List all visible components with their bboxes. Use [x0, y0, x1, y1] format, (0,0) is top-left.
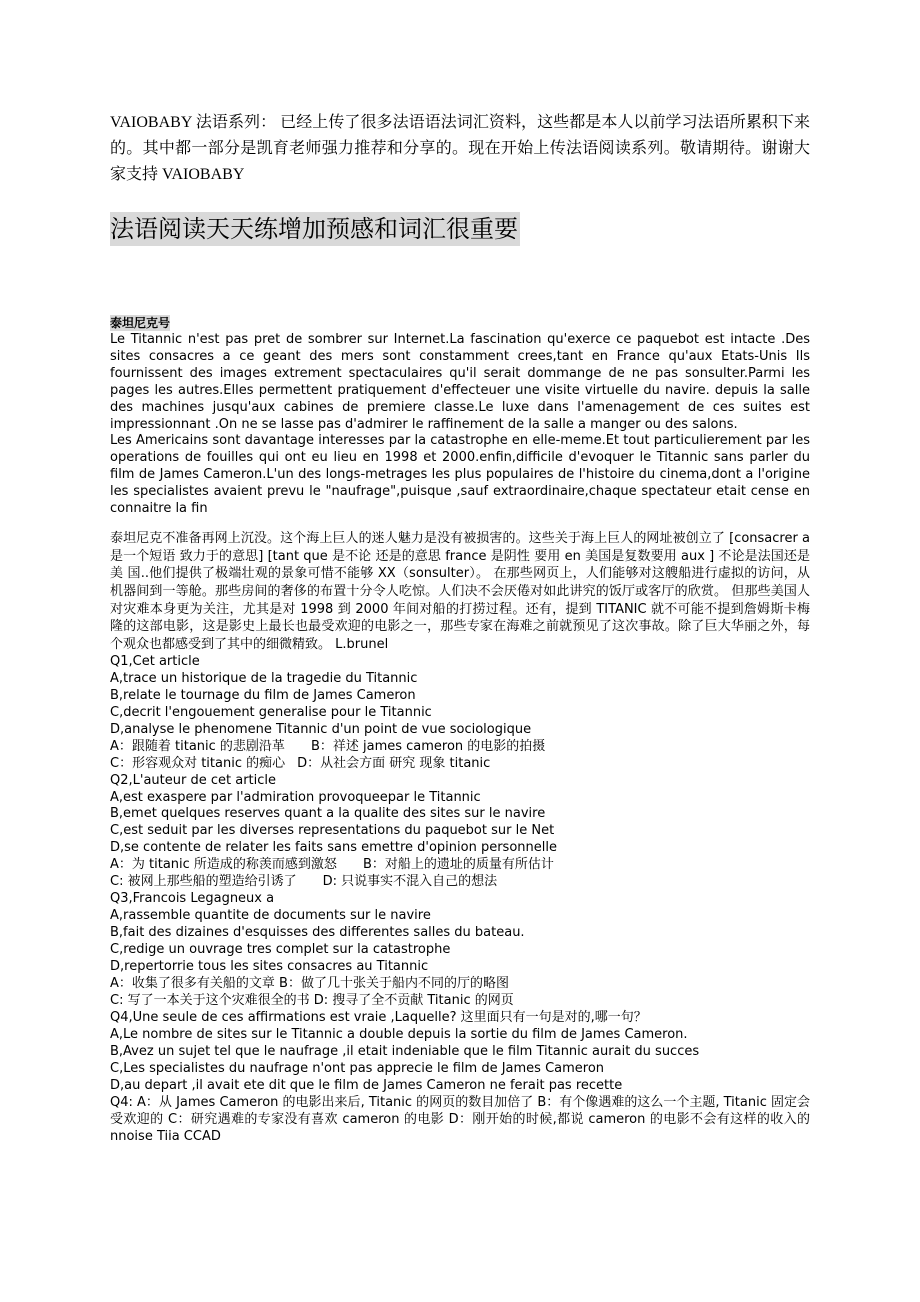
note: A：跟随着 titanic 的悲剧沿革: [110, 738, 285, 754]
option-b: B,relate le tournage du film de James Cameron: [110, 687, 416, 703]
question-text: Q4,Une seule de ces affirmations est vraie ,Laquelle? 这里面只有一句是对的,哪一句？: [110, 1009, 647, 1025]
note-line: C: 写了一本关于这个灾难很全的书 D: 搜寻了全不贡献 Titanic 的网页: [110, 992, 514, 1008]
option-d: D,repertorrie tous les sites consacres au Titannic: [110, 959, 429, 975]
note: C: 被网上那些船的塑造给引诱了: [110, 874, 297, 890]
question-text: Q2,L'auteur de cet article: [110, 772, 277, 788]
option-c: C,est seduit par les diverses representations du paquebot sur le Net: [110, 823, 555, 839]
french-paragraph-1: Le Titannic n'est pas pret de sombrer sur Internet.La fascination qu'exerce ce paquebot est intacte .Des sites consacres a ce geant des mers sont constamment crees,tant en France qu'aux Etats-Unis Ils fournissent des images extrement spectaculaires qu'il serait dommange de ne pas sonsulter.Parmi les pages les autres.Elles permettent pratiquement d'effecteuer une visite virtuelle du navire. depuis la salle des machines jusqu'aux cabines de premiere classe.Le luxe dans l'amenagement de ces suites est impressionnant .On ne se lasse pas d'admirer le raffinement de la salle a manger ou des salons.: [110, 332, 810, 432]
note: B：祥述 james cameron 的电影的拍摄: [310, 738, 546, 754]
french-paragraph-2: Les Americains sont davantage interesses par la catastrophe en elle-meme.Et tout particulierement par les operations de fouilles qui ont eu lieu en 1998 et 2000.enfin,difficile d'evoquer le Titannic sans parler du film de James Cameron.L'un des longs-metrages les plus populaires de l'histoire du cinema,dont a l'origine les specialistes avaient prevu le "naufrage",puisque ,sauf extraordinaire,chaque spectateur etait cense en connaitre la fin: [110, 433, 810, 517]
option-d: D,au depart ,il avait ete dit que le film de James Cameron ne ferait pas recette: [110, 1077, 623, 1093]
note-line: [110, 857, 810, 874]
answer-note: Q4: A：从 James Cameron 的电影出来后, Titanic 的网页的数目加倍了 B：有个像遇难的这么一个主题, Titanic 固定会受欢迎的 C：研究遇难的专家没有喜欢 cameron 的电影 D：刚开始的时候,都说 cameron 的电影不会有这样的收入的 nnoise Tiia CCAD: [110, 1094, 810, 1144]
note-line: [110, 739, 810, 756]
option-a: A,rassemble quantite de documents sur le navire: [110, 908, 431, 924]
option-d: D,analyse le phenomene Titannic d'un point de vue sociologique: [110, 721, 532, 737]
option-b: B,fait des dizaines d'esquisses des differentes salles du bateau.: [110, 925, 525, 941]
question-4: [110, 1010, 810, 1146]
question-1: [110, 654, 810, 773]
option-a: A,Le nombre de sites sur le Titannic a double depuis la sortie du film de James Cameron.: [110, 1026, 688, 1042]
option-b: B,emet quelques reserves quant a la qualite des sites sur le navire: [110, 806, 546, 822]
option-a: A,est exaspere par l'admiration provoqueepar le Titannic: [110, 789, 481, 805]
note-line: A：收集了很多有关船的文章 B：做了几十张关于船内不同的厅的略图: [110, 976, 509, 991]
option-d: D,se contente de relater les faits sans emettre d'opinion personnelle: [110, 840, 557, 856]
question-3: [110, 891, 810, 1010]
note: C：形容观众对 titanic 的痴心: [110, 755, 286, 771]
article-body: [110, 332, 810, 1146]
option-b: B,Avez un sujet tel que le naufrage ,il etait indeniable que le film Titannic aurait du succes: [110, 1043, 700, 1059]
note-line: [110, 756, 810, 773]
intro-paragraph: VAIOBABY 法语系列： 已经上传了很多法语语法词汇资料，这些都是本人以前学习法语所累积下来的。其中都一部分是凯育老师强力推荐和分享的。现在开始上传法语阅读系列。敬请期待。谢谢大家支持 VAIOBABY: [110, 114, 810, 183]
section-label: 泰坦尼克号: [110, 316, 171, 330]
note: A：为 titanic 所造成的称羡而感到激怒: [110, 857, 337, 873]
note: D: 只说事实不混入自己的想法: [322, 874, 498, 890]
option-c: C,redige un ouvrage tres complet sur la catastrophe: [110, 942, 451, 958]
note: D：从社会方面 研究 现象 titanic: [297, 755, 491, 771]
question-text: Q1,Cet article: [110, 653, 200, 669]
question-text: Q3,Francois Legagneux a: [110, 891, 275, 907]
option-a: A,trace un historique de la tragedie du Titannic: [110, 670, 418, 686]
question-2: [110, 773, 810, 892]
option-c: C,Les specialistes du naufrage n'ont pas apprecie le film de James Cameron: [110, 1060, 605, 1076]
option-c: C,decrit l'engouement generalise pour le Titannic: [110, 704, 432, 720]
note-line: [110, 874, 810, 891]
document-heading: 法语阅读天天练增加预感和词汇很重要: [110, 212, 520, 246]
note: B：对船上的遗址的质量有所估计: [362, 857, 554, 873]
chinese-translation: 泰坦尼克不准备再网上沉没。这个海上巨人的迷人魅力是没有被损害的。这些关于海上巨人的网址被创立了 [consacrer a 是一个短语 致力于的意思] [tant que 是不论 还是的意思 france 是阴性 要用 en 美国是复数要用 aux ] 不论是法国还是美 国..他们提供了极端壮观的景象可惜不能够 XX（sonsulter）。 在那些网页上，人们能够对这艘船进行虚拟的访问，从机器间到一等舱。那些房间的奢侈的布置十分令人吃惊。人们决不会厌倦对如此讲究的饭厅或客厅的欣赏。 但那些美国人对灾难本身更为关注，尤其是对 1998 到 2000 年间对船的打捞过程。还有，提到 TITANIC 就不可能不提到詹姆斯卡梅隆的这部电影，这是影史上最长也最受欢迎的电影之一，那些专家在海难之前就预见了这次事故。除了巨大华丽之外，每个观众也都感受到了其中的细微精致。 L.brunel: [110, 530, 810, 653]
